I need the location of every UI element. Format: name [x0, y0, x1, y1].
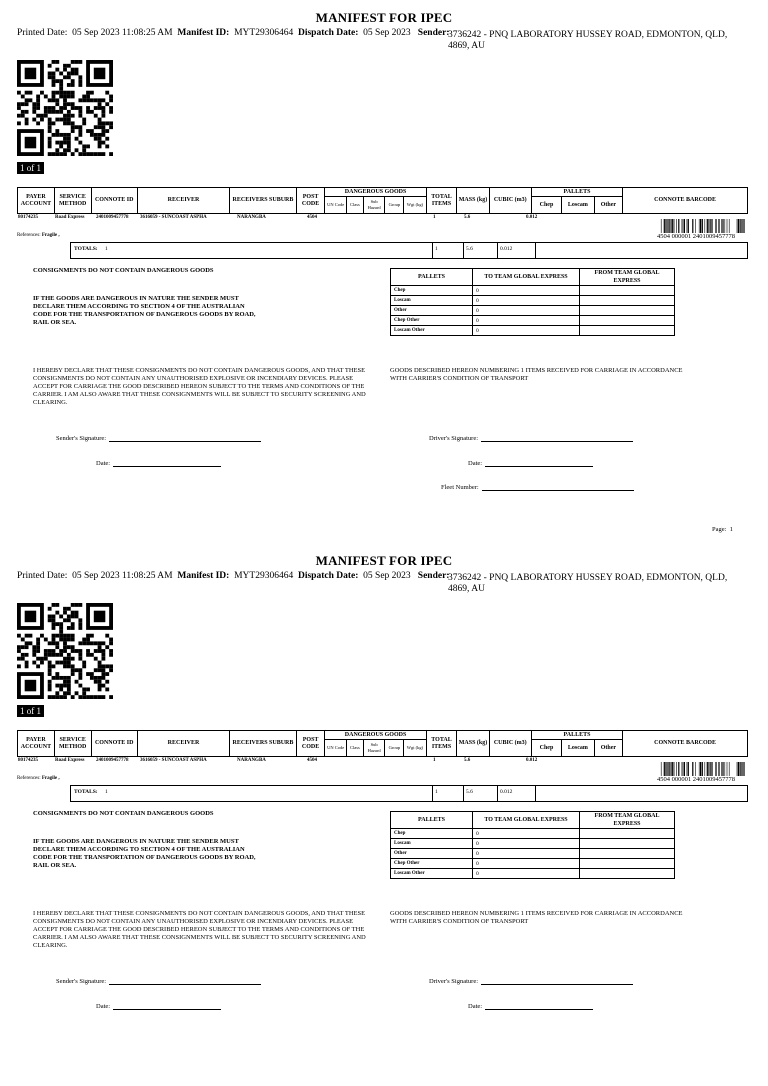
postcode: 4504 — [307, 758, 317, 763]
pallet-to: 0 — [473, 296, 580, 306]
col-service: SERVICE METHOD — [54, 188, 91, 214]
pallet-row — [391, 316, 675, 326]
col-wgt: Wgt (kg) — [404, 740, 426, 757]
col-class: Class — [346, 740, 363, 757]
qr-code — [17, 60, 113, 156]
pallet-label: Chep — [391, 829, 473, 839]
dg-notice: IF THE GOODS ARE DANGEROUS IN NATURE THE SENDER MUST DECLARE THEM ACCORDING TO SECTION 4 OF THE AUSTRALIAN CODE FOR THE TRANSPORTATION OF DANGEROUS GOODS BY ROAD, RAIL OR SEA. — [33, 838, 256, 869]
receiver: 3616059 - SUNCOAST ASPHA — [140, 215, 207, 220]
connote-id: 2401009457778 — [96, 758, 129, 763]
fleet-number-label: Fleet Number: — [441, 484, 479, 491]
cubic: 0.012 — [526, 758, 538, 763]
dispatch-date-label: Dispatch Date: — [297, 28, 359, 38]
dispatch-date-label: Dispatch Date: — [297, 571, 359, 581]
pallet-label: Loscam Other — [391, 869, 473, 879]
col-sub-hazard: Sub Hazard — [363, 197, 385, 214]
references-label: References: — [17, 776, 41, 781]
pallet-row — [391, 286, 675, 296]
dg-notice: IF THE GOODS ARE DANGEROUS IN NATURE THE SENDER MUST DECLARE THEM ACCORDING TO SECTION 4 OF THE AUSTRALIAN CODE FOR THE TRANSPORTATION OF DANGEROUS GOODS BY ROAD, RAIL OR SEA. — [33, 295, 256, 326]
col-chep: Chep — [531, 740, 561, 757]
pallet-from — [580, 849, 675, 859]
pallet-to: 0 — [473, 326, 580, 336]
col-chep: Chep — [531, 197, 561, 214]
col-receiver: RECEIVER — [137, 731, 229, 757]
col-dangerous-goods: DANGEROUS GOODS — [325, 731, 426, 740]
payer-account: 80174235 — [18, 215, 38, 220]
col-other: Other — [594, 197, 623, 214]
cubic: 0.012 — [526, 215, 538, 220]
references-value: Fragile , — [41, 233, 60, 238]
manifest-id-label: Manifest ID: — [177, 28, 230, 38]
pallet-row — [391, 859, 675, 869]
col-mass: MASS (kg) — [457, 188, 489, 214]
col-suburb: RECEIVERS SUBURB — [230, 188, 297, 214]
col-dangerous-goods: DANGEROUS GOODS — [325, 188, 426, 197]
sender-address: 3736242 - PNQ LABORATORY HUSSEY ROAD, EDMONTON, QLD, 4869, AU — [448, 573, 728, 594]
col-group: Group — [385, 197, 404, 214]
sender-date-label: Date: — [96, 460, 111, 467]
col-connote: CONNOTE ID — [91, 731, 137, 757]
col-total-items: TOTAL ITEMS — [426, 731, 457, 757]
totals-row — [70, 242, 748, 259]
printed-date-label: Printed Date: — [17, 571, 68, 581]
total-items: 1 — [433, 215, 436, 220]
col-postcode: POST CODE — [296, 731, 325, 757]
declaration: I HEREBY DECLARE THAT THESE CONSIGNMENTS DO NOT CONTAIN DANGEROUS GOODS, AND THAT THESE CONSIGNMENTS DO NOT CONTAIN ANY UNAUTHORISED EXPLOSIVE OR INCENDIARY DEVICES. PLEASE ACCEPT FOR CARRIAGE THE GOOD DESCRIBED HEREON SUBJECT TO THE TERMS AND CONDITIONS OF THE CARRIER. I AM ALSO AWARE THAT THESE CONSIGNMENTS WILL BE SUBJECT TO SECURITY SCREENING AND CLEARING. — [33, 910, 366, 949]
sender-address: 3736242 - PNQ LABORATORY HUSSEY ROAD, EDMONTON, QLD, 4869, AU — [448, 30, 728, 51]
sender-signature — [56, 977, 261, 985]
pallet-label: Loscam Other — [391, 326, 473, 336]
pallet-label: Other — [391, 849, 473, 859]
sender-signature-label: Sender's Signature: — [56, 435, 107, 442]
page-value: 1 — [729, 526, 733, 533]
manifest-header — [17, 28, 449, 39]
col-pallets: PALLETS — [531, 188, 622, 197]
connote-barcode — [657, 762, 745, 776]
pallet-to: 0 — [473, 839, 580, 849]
driver-signature-label: Driver's Signature: — [429, 435, 479, 442]
pallets-from-header: FROM TEAM GLOBAL EXPRESS — [580, 812, 675, 829]
pallets-header: PALLETS — [391, 269, 473, 286]
pallet-label: Chep Other — [391, 859, 473, 869]
pallet-label: Loscam — [391, 839, 473, 849]
pallet-label: Chep Other — [391, 316, 473, 326]
col-wgt: Wgt (kg) — [404, 197, 426, 214]
col-loscam: Loscam — [562, 197, 595, 214]
pallet-from — [580, 829, 675, 839]
driver-date-label: Date: — [468, 460, 483, 467]
totals-mass: 5.6 — [466, 789, 473, 795]
col-payer: PAYER ACCOUNT — [18, 188, 55, 214]
sender-label: Sender: — [417, 28, 450, 38]
col-postcode: POST CODE — [296, 188, 325, 214]
manifest-header — [17, 571, 449, 582]
pallet-label: Loscam — [391, 296, 473, 306]
declaration: I HEREBY DECLARE THAT THESE CONSIGNMENTS DO NOT CONTAIN DANGEROUS GOODS, AND THAT THESE CONSIGNMENTS DO NOT CONTAIN ANY UNAUTHORISED EXPLOSIVE OR INCENDIARY DEVICES. PLEASE ACCEPT FOR CARRIAGE THE GOOD DESCRIBED HEREON SUBJECT TO THE TERMS AND CONDITIONS OF THE CARRIER. I AM ALSO AWARE THAT THESE CONSIGNMENTS WILL BE SUBJECT TO SECURITY SCREENING AND CLEARING. — [33, 367, 366, 406]
pallet-from — [580, 296, 675, 306]
pallet-to: 0 — [473, 869, 580, 879]
pallet-to: 0 — [473, 859, 580, 869]
pallet-from — [580, 306, 675, 316]
col-barcode: CONNOTE BARCODE — [623, 188, 748, 214]
page-of-badge: 1 of 1 — [17, 705, 44, 717]
receiver-suburb: NARANGBA — [237, 215, 266, 220]
pallet-to: 0 — [473, 306, 580, 316]
connote-id: 2401009457778 — [96, 215, 129, 220]
driver-date-label: Date: — [468, 1003, 483, 1010]
mass: 5.6 — [464, 758, 471, 763]
no-dg-statement: CONSIGNMENTS DO NOT CONTAIN DANGEROUS GOODS — [33, 810, 214, 817]
dispatch-date: 05 Sep 2023 — [363, 28, 411, 38]
references — [17, 233, 60, 238]
dispatch-date: 05 Sep 2023 — [363, 571, 411, 581]
col-class: Class — [346, 197, 363, 214]
col-group: Group — [385, 740, 404, 757]
sender-signature — [56, 434, 261, 442]
pallet-to: 0 — [473, 316, 580, 326]
pallets-table — [390, 811, 675, 879]
column-header — [17, 187, 748, 214]
col-pallets: PALLETS — [531, 731, 622, 740]
driver-signature — [429, 434, 633, 442]
driver-date — [468, 459, 593, 467]
pallet-row — [391, 326, 675, 336]
printed-date: 05 Sep 2023 11:08:25 AM — [72, 28, 173, 38]
driver-signature — [429, 977, 633, 985]
totals-label: TOTALS: — [74, 246, 98, 252]
col-total-items: TOTAL ITEMS — [426, 188, 457, 214]
manifest-page-2 — [0, 543, 768, 1086]
barcode-text: 4504 000001 2401009457778 — [657, 776, 735, 783]
totals-mass: 5.6 — [466, 246, 473, 252]
manifest-id: MYT29306464 — [234, 571, 294, 581]
page-of-badge: 1 of 1 — [17, 162, 44, 174]
postcode: 4504 — [307, 215, 317, 220]
pallets-to-header: TO TEAM GLOBAL EXPRESS — [473, 812, 580, 829]
pallets-table — [390, 268, 675, 336]
col-cubic: CUBIC (m3) — [489, 731, 531, 757]
pallet-to: 0 — [473, 849, 580, 859]
sender-date — [96, 459, 221, 467]
table-row — [17, 214, 748, 228]
totals-items: 1 — [435, 246, 438, 252]
col-suburb: RECEIVERS SUBURB — [230, 731, 297, 757]
manifest-id-label: Manifest ID: — [177, 571, 230, 581]
barcode-text: 4504 000001 2401009457778 — [657, 233, 735, 240]
payer-account: 80174235 — [18, 758, 38, 763]
pallet-row — [391, 829, 675, 839]
receiver: 3616059 - SUNCOAST ASPHA — [140, 758, 207, 763]
totals-row — [70, 785, 748, 802]
pallets-from-header: FROM TEAM GLOBAL EXPRESS — [580, 269, 675, 286]
col-loscam: Loscam — [562, 740, 595, 757]
sender-date-label: Date: — [96, 1003, 111, 1010]
totals-cubic: 0.012 — [500, 789, 513, 795]
col-cubic: CUBIC (m3) — [489, 188, 531, 214]
col-receiver: RECEIVER — [137, 188, 229, 214]
references — [17, 776, 60, 781]
service-method: Road Express — [55, 758, 85, 763]
manifest-id: MYT29306464 — [234, 28, 294, 38]
fleet-number — [441, 483, 634, 491]
pallet-to: 0 — [473, 829, 580, 839]
col-barcode: CONNOTE BARCODE — [623, 731, 748, 757]
col-other: Other — [594, 740, 623, 757]
pallet-from — [580, 859, 675, 869]
totals-cubic: 0.012 — [500, 246, 513, 252]
totals-count: 1 — [105, 789, 108, 795]
sender-signature-label: Sender's Signature: — [56, 978, 107, 985]
receiver-suburb: NARANGBA — [237, 758, 266, 763]
pallet-from — [580, 286, 675, 296]
col-un-code: UN Code — [325, 197, 347, 214]
manifest-title: MANIFEST FOR IPEC — [315, 553, 453, 568]
pallet-from — [580, 326, 675, 336]
service-method: Road Express — [55, 215, 85, 220]
pallet-from — [580, 839, 675, 849]
table-row — [17, 757, 748, 771]
no-dg-statement: CONSIGNMENTS DO NOT CONTAIN DANGEROUS GOODS — [33, 267, 214, 274]
col-connote: CONNOTE ID — [91, 188, 137, 214]
pallet-row — [391, 869, 675, 879]
page-label: Page: — [712, 526, 727, 533]
pallet-row — [391, 296, 675, 306]
pallet-row — [391, 839, 675, 849]
sender-date — [96, 1002, 221, 1010]
manifest-title: MANIFEST FOR IPEC — [315, 10, 453, 25]
pallet-row — [391, 306, 675, 316]
total-items: 1 — [433, 758, 436, 763]
col-un-code: UN Code — [325, 740, 347, 757]
pallet-label: Chep — [391, 286, 473, 296]
col-mass: MASS (kg) — [457, 731, 489, 757]
connote-barcode — [657, 219, 745, 233]
totals-count: 1 — [105, 246, 108, 252]
mass: 5.6 — [464, 215, 471, 220]
totals-label: TOTALS: — [74, 789, 98, 795]
col-sub-hazard: Sub Hazard — [363, 740, 385, 757]
printed-date-label: Printed Date: — [17, 28, 68, 38]
pallets-to-header: TO TEAM GLOBAL EXPRESS — [473, 269, 580, 286]
references-value: Fragile , — [41, 776, 60, 781]
pallet-from — [580, 869, 675, 879]
pallet-from — [580, 316, 675, 326]
pallets-header: PALLETS — [391, 812, 473, 829]
pallet-to: 0 — [473, 286, 580, 296]
pallet-row — [391, 849, 675, 859]
driver-date — [468, 1002, 593, 1010]
sender-label: Sender: — [417, 571, 450, 581]
pallet-label: Other — [391, 306, 473, 316]
col-service: SERVICE METHOD — [54, 731, 91, 757]
references-label: References: — [17, 233, 41, 238]
printed-date: 05 Sep 2023 11:08:25 AM — [72, 571, 173, 581]
goods-received: GOODS DESCRIBED HEREON NUMBERING 1 ITEMS RECEIVED FOR CARRIAGE IN ACCORDANCE WITH CARRIER'S CONDITION OF TRANSPORT — [390, 367, 683, 382]
driver-signature-label: Driver's Signature: — [429, 978, 479, 985]
col-payer: PAYER ACCOUNT — [18, 731, 55, 757]
column-header — [17, 730, 748, 757]
goods-received: GOODS DESCRIBED HEREON NUMBERING 1 ITEMS RECEIVED FOR CARRIAGE IN ACCORDANCE WITH CARRIER'S CONDITION OF TRANSPORT — [390, 910, 683, 925]
totals-items: 1 — [435, 789, 438, 795]
page-number — [712, 526, 733, 533]
qr-code — [17, 603, 113, 699]
